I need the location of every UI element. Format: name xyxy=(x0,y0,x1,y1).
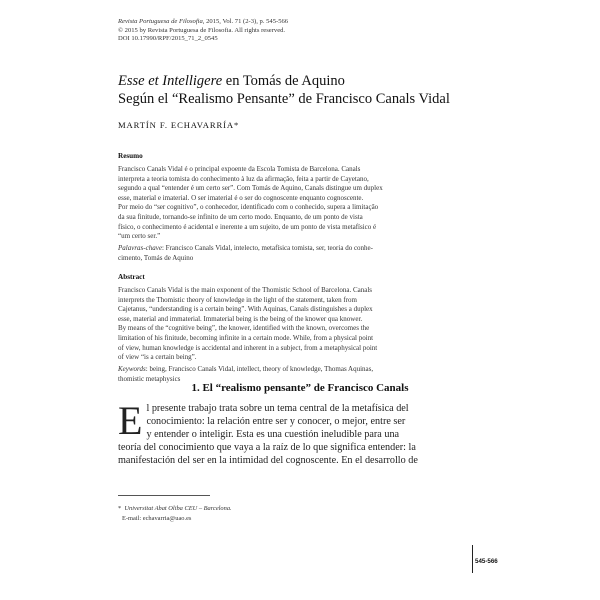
text-line: : Francisco Canals Vidal, intelecto, metafísica tomista, ser, teoria do conhe- xyxy=(161,244,373,252)
text-line: l presente trabajo trata sobre un tema central de la metafísica del xyxy=(146,403,409,414)
text-line: y entender o inteligir. Esta es una cuestión ineludible para una xyxy=(146,429,400,440)
abstract-body xyxy=(118,286,482,363)
journal-header xyxy=(118,18,288,44)
section-title: 1. El “realismo pensante” de Francisco Canals xyxy=(191,382,409,394)
text-line: Francisco Canals Vidal is the main exponent of the Thomistic School of Barcelona. Canals xyxy=(118,286,372,294)
footnote xyxy=(118,504,232,524)
footnote-institution: Universitat Abat Oliba CEU – Barcelona. xyxy=(124,505,232,512)
journal-name: Revista Portuguesa de Filosofia xyxy=(118,18,203,25)
text-line: : being, Francisco Canals Vidal, intellect, theory of knowledge, Thomas Aquinas, xyxy=(145,365,374,373)
text-line: conocimiento: la relación entre ser y conocer, o mejor, entre ser xyxy=(146,416,406,427)
text-line: teoría del conocimiento que vaya a la raíz de lo que significa entender: la xyxy=(118,442,416,453)
text-line: “um certo ser.” xyxy=(118,232,161,241)
text-line: By means of the “cognitive being”, the knower, identified with the known, overcomes the xyxy=(118,324,370,333)
drop-cap: E xyxy=(118,398,143,443)
footnote-email: E-mail: echavarria@uao.es xyxy=(122,515,192,522)
text-line: limitation of his finitude, becoming infinite in a certain mode. While, from a physical point xyxy=(118,333,374,342)
copyright-line: © 2015 by Revista Portuguesa de Filosofia. All rights reserved. xyxy=(118,26,286,34)
resumo-body xyxy=(118,165,482,242)
article-subtitle: Según el “Realismo Pensante” de Francisco Canals Vidal xyxy=(118,91,450,107)
text-line: da sua finitude, tornando-se infinito de um certo modo. Enquanto, de um ponto de vista xyxy=(118,212,363,221)
text-line: Cajetanus, “understanding is a certain being”. With Aquinas, Canals distinguishes a duplex xyxy=(118,305,373,314)
text-line: of view, human knowledge is accidental and inherent in a subject, from a metaphysical point xyxy=(118,343,378,352)
text-line: esse, material and immaterial. Immaterial being is the being of the knower qua knower. xyxy=(118,314,363,323)
doi-line: DOI 10.17990/RPF/2015_71_2_0545 xyxy=(118,35,218,43)
footnote-divider xyxy=(118,495,210,496)
page-range: 545-566 xyxy=(475,558,498,565)
footnote-marker: * xyxy=(118,505,122,512)
text-line: Francisco Canals Vidal é o principal expoente da Escola Tomista de Barcelona. Canals xyxy=(118,165,361,173)
text-line: of view “is a certain being”. xyxy=(118,353,197,362)
section-body xyxy=(118,398,482,467)
title-rest: en Tomás de Aquino xyxy=(222,73,345,89)
keywords-label: Palavras-chave xyxy=(118,244,162,252)
author-name: MARTÍN F. ECHAVARRÍA* xyxy=(118,120,240,130)
text-line: interpreta a teoria tomista do conhecimento à luz da afirmação, feita a partir de Cayetano, xyxy=(118,174,369,183)
keywords-label: Keywords xyxy=(118,365,146,373)
text-line: thomistic metaphysics xyxy=(118,374,181,383)
text-line: cimento, Tomás de Aquino xyxy=(118,253,194,262)
text-line: interprets the Thomistic theory of knowledge in the light of the statement, taken from xyxy=(118,295,357,304)
title-italic: Esse et Intelligere xyxy=(118,73,223,89)
journal-citation: , 2015, Vol. 71 (2-3), p. 545-566 xyxy=(202,18,289,25)
text-line: esse, material e imaterial. O ser imaterial é o ser do cognoscente enquanto cognoscente. xyxy=(118,193,364,202)
text-line: segundo a qual “entender é um certo ser”. Com Tomás de Aquino, Canals distingue um duplex xyxy=(118,184,383,193)
resumo-keywords xyxy=(118,244,482,263)
resumo-heading: Resumo xyxy=(118,152,143,160)
abstract-heading: Abstract xyxy=(118,273,145,281)
text-line: Por meio do “ser cognitivo”, o conhecedor, identificado com o conhecido, supera a limitação xyxy=(118,203,379,212)
article-title xyxy=(118,72,498,108)
text-line: físico, o conhecimento é acidental e inerente a um sujeito, de um ponto de vista metafísico é xyxy=(118,222,377,231)
text-line: manifestación del ser en la intimidad del cognoscente. En el desarrollo de xyxy=(118,455,418,466)
